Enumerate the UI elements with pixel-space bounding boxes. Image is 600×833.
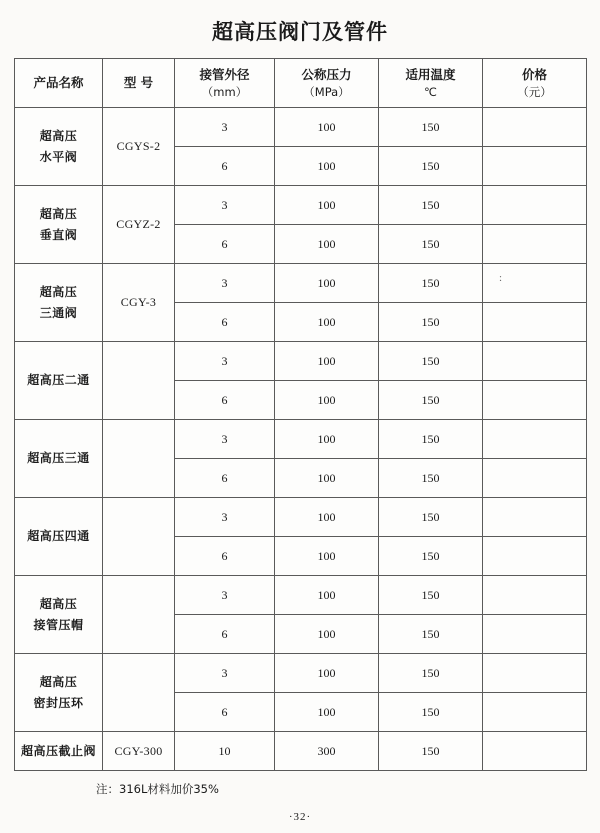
column-header-outer-diameter: [175, 59, 275, 108]
product-name-cell: [15, 264, 103, 342]
price-cell: [483, 576, 587, 615]
product-name-line: 超高压: [39, 207, 78, 222]
model-cell: [103, 576, 175, 654]
table-row: [15, 342, 587, 381]
price-cell: [483, 225, 587, 264]
price-cell: [483, 147, 587, 186]
pressure-cell: 100: [275, 303, 379, 342]
temperature-cell: 150: [379, 537, 483, 576]
pressure-cell: 100: [275, 186, 379, 225]
outer-diameter-cell: 6: [175, 615, 275, 654]
outer-diameter-cell: 6: [175, 381, 275, 420]
temperature-cell: 150: [379, 459, 483, 498]
outer-diameter-cell: 6: [175, 303, 275, 342]
header-sub-text: （元）: [517, 84, 552, 99]
price-cell: [483, 108, 587, 147]
temperature-cell: 150: [379, 303, 483, 342]
temperature-cell: 150: [379, 381, 483, 420]
outer-diameter-cell: 3: [175, 264, 275, 303]
price-cell: [483, 615, 587, 654]
product-name-line: 超高压三通: [27, 451, 90, 466]
product-name-line: 超高压二通: [27, 373, 90, 388]
price-cell: [483, 732, 587, 771]
outer-diameter-cell: 6: [175, 147, 275, 186]
pressure-cell: 100: [275, 576, 379, 615]
outer-diameter-cell: 6: [175, 537, 275, 576]
model-cell: CGYS-2: [103, 108, 175, 186]
product-name-line: 超高压: [39, 675, 78, 690]
product-name-cell: [15, 732, 103, 771]
price-cell: [483, 459, 587, 498]
pressure-cell: 100: [275, 342, 379, 381]
header-sub-text: （MPa）: [303, 84, 350, 99]
header-main-text: 产品名称: [33, 74, 84, 90]
pressure-cell: 300: [275, 732, 379, 771]
table-row: [15, 498, 587, 537]
product-name-cell: [15, 186, 103, 264]
pressure-cell: 100: [275, 693, 379, 732]
product-name-cell: [15, 498, 103, 576]
product-name-line: 水平阀: [39, 149, 78, 164]
product-name-cell: [15, 576, 103, 654]
temperature-cell: 150: [379, 576, 483, 615]
pressure-cell: 100: [275, 264, 379, 303]
product-name-line: 密封压环: [33, 695, 84, 710]
outer-diameter-cell: 3: [175, 576, 275, 615]
specification-table: [14, 58, 587, 771]
column-header-product-name: [15, 59, 103, 108]
header-main-text: 价格: [521, 66, 547, 82]
column-header-model: [103, 59, 175, 108]
table-row: [15, 732, 587, 771]
product-name-cell: [15, 420, 103, 498]
temperature-cell: 150: [379, 225, 483, 264]
product-name-line: 垂直阀: [39, 227, 78, 242]
pressure-cell: 100: [275, 225, 379, 264]
price-cell: [483, 303, 587, 342]
pressure-cell: 100: [275, 537, 379, 576]
temperature-cell: 150: [379, 264, 483, 303]
column-header-temperature: [379, 59, 483, 108]
outer-diameter-cell: 3: [175, 498, 275, 537]
temperature-cell: 150: [379, 147, 483, 186]
temperature-cell: 150: [379, 108, 483, 147]
price-cell: [483, 654, 587, 693]
page-number: ·32·: [288, 811, 312, 823]
pressure-cell: 100: [275, 654, 379, 693]
header-main-text: 型 号: [123, 74, 154, 90]
outer-diameter-cell: 10: [175, 732, 275, 771]
page-title: 超高压阀门及管件: [212, 20, 388, 44]
price-cell: [483, 693, 587, 732]
table-header-row: [15, 59, 587, 108]
pressure-cell: 100: [275, 615, 379, 654]
product-name-line: 超高压: [39, 597, 78, 612]
model-cell: CGYZ-2: [103, 186, 175, 264]
product-name-cell: [15, 108, 103, 186]
product-name-line: 三通阀: [39, 305, 78, 320]
table-row: [15, 108, 587, 147]
table-header: [15, 59, 587, 108]
table-body: [15, 108, 587, 771]
header-sub-text: ℃: [424, 84, 437, 99]
product-name-line: 超高压: [39, 129, 78, 144]
model-cell: [103, 342, 175, 420]
header-main-text: 适用温度: [405, 66, 456, 82]
model-cell: [103, 654, 175, 732]
price-cell: [483, 498, 587, 537]
pressure-cell: 100: [275, 108, 379, 147]
table-note: 注：316L材料加价35%: [96, 782, 219, 796]
model-cell: CGY-300: [103, 732, 175, 771]
outer-diameter-cell: 3: [175, 108, 275, 147]
header-main-text: 接管外径: [199, 66, 250, 82]
model-cell: CGY-3: [103, 264, 175, 342]
column-header-price: [483, 59, 587, 108]
outer-diameter-cell: 3: [175, 420, 275, 459]
price-cell: [483, 537, 587, 576]
outer-diameter-cell: 6: [175, 693, 275, 732]
pressure-cell: 100: [275, 147, 379, 186]
pressure-cell: 100: [275, 498, 379, 537]
product-name-cell: [15, 342, 103, 420]
table-row: [15, 654, 587, 693]
outer-diameter-cell: 6: [175, 225, 275, 264]
product-name-cell: [15, 654, 103, 732]
price-cell: [483, 381, 587, 420]
stray-mark-icon: :: [499, 272, 503, 284]
outer-diameter-cell: 3: [175, 342, 275, 381]
model-cell: [103, 420, 175, 498]
product-name-line: 超高压四通: [27, 529, 90, 544]
pressure-cell: 100: [275, 381, 379, 420]
price-cell: [483, 186, 587, 225]
product-name-line: 超高压截止阀: [20, 743, 96, 758]
outer-diameter-cell: 3: [175, 654, 275, 693]
table-row: [15, 420, 587, 459]
temperature-cell: 150: [379, 693, 483, 732]
product-name-line: 超高压: [39, 285, 78, 300]
temperature-cell: 150: [379, 342, 483, 381]
product-name-line: 接管压帽: [33, 617, 84, 632]
pressure-cell: 100: [275, 459, 379, 498]
column-header-nominal-pressure: [275, 59, 379, 108]
temperature-cell: 150: [379, 654, 483, 693]
header-sub-text: （mm）: [201, 84, 248, 99]
model-cell: [103, 498, 175, 576]
table-row: [15, 186, 587, 225]
temperature-cell: 150: [379, 186, 483, 225]
pressure-cell: 100: [275, 420, 379, 459]
outer-diameter-cell: 3: [175, 186, 275, 225]
temperature-cell: 150: [379, 615, 483, 654]
outer-diameter-cell: 6: [175, 459, 275, 498]
price-cell: [483, 420, 587, 459]
header-main-text: 公称压力: [301, 66, 352, 82]
table-row: [15, 576, 587, 615]
temperature-cell: 150: [379, 732, 483, 771]
temperature-cell: 150: [379, 498, 483, 537]
price-cell: [483, 342, 587, 381]
temperature-cell: 150: [379, 420, 483, 459]
